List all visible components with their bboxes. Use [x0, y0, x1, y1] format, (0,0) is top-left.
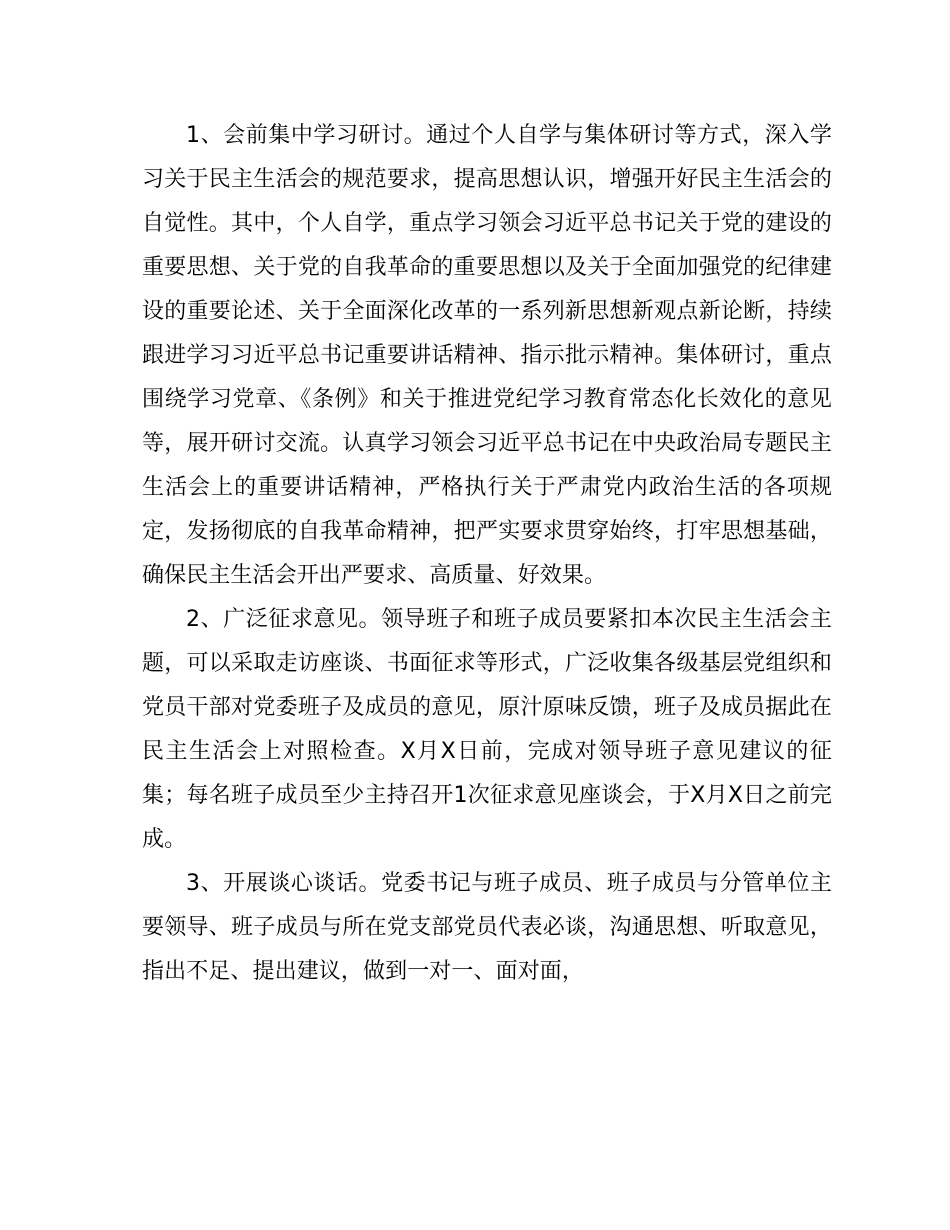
document-body [142, 114, 832, 994]
paragraph-2: 2、广泛征求意见。领导班子和班子成员要紧扣本次民主生活会主题，可以采取走访座谈、书面征求等形式，广泛收集各级基层党组织和党员干部对党委班子及成员的意见，原汁原味反馈，班子及成员据此在民主生活会上对照检查。X月X日前，完成对领导班子意见建议的征集；每名班子成员至少主持召开1次征求意见座谈会，于X月X日之前完成。 [142, 607, 832, 852]
paragraph-3: 3、开展谈心谈话。党委书记与班子成员、班子成员与分管单位主要领导、班子成员与所在党支部党员代表必谈，沟通思想、听取意见，指出不足、提出建议，做到一对一、面对面， [142, 871, 832, 984]
paragraph-1: 1、会前集中学习研讨。通过个人自学与集体研讨等方式，深入学习关于民主生活会的规范要求，提高思想认识，增强开好民主生活会的自觉性。其中，个人自学，重点学习领会习近平总书记关于党的建设的重要思想、关于党的自我革命的重要思想以及关于全面加强党的纪律建设的重要论述、关于全面深化改革的一系列新思想新观点新论断，持续跟进学习习近平总书记重要讲话精神、指示批示精神。集体研讨，重点围绕学习党章、《条例》和关于推进党纪学习教育常态化长效化的意见等，展开研讨交流。认真学习领会习近平总书记在中央政治局专题民主生活会上的重要讲话精神，严格执行关于严肃党内政治生活的各项规定，发扬彻底的自我革命精神，把严实要求贯穿始终，打牢思想基础，确保民主生活会开出严要求、高质量、好效果。 [142, 123, 832, 588]
